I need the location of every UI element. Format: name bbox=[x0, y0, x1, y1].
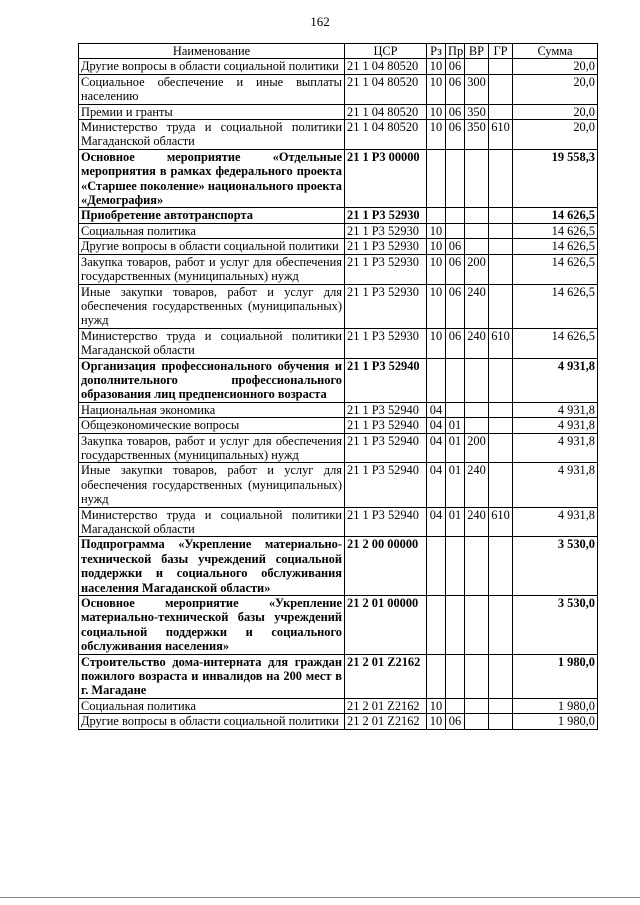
row-vr: 240 bbox=[465, 507, 489, 537]
row-sum: 20,0 bbox=[513, 104, 598, 119]
row-vr bbox=[465, 698, 489, 713]
row-rz: 10 bbox=[427, 59, 446, 74]
row-rz bbox=[427, 596, 446, 655]
table-row bbox=[79, 418, 598, 433]
row-csr: 21 1 P3 52930 bbox=[345, 328, 427, 358]
row-sum: 3 530,0 bbox=[513, 537, 598, 596]
table-row bbox=[79, 120, 598, 150]
row-sum: 4 931,8 bbox=[513, 418, 598, 433]
row-pr bbox=[446, 596, 465, 655]
row-csr: 21 1 04 80520 bbox=[345, 74, 427, 104]
row-csr: 21 1 04 80520 bbox=[345, 59, 427, 74]
table-row bbox=[79, 698, 598, 713]
table-row bbox=[79, 654, 598, 698]
row-gr bbox=[489, 463, 513, 507]
table-row bbox=[79, 208, 598, 223]
row-vr bbox=[465, 223, 489, 238]
row-vr: 240 bbox=[465, 328, 489, 358]
row-pr: 06 bbox=[446, 714, 465, 729]
row-gr bbox=[489, 698, 513, 713]
row-vr bbox=[465, 239, 489, 254]
header-pr: Пр bbox=[446, 44, 465, 59]
table-row bbox=[79, 358, 598, 402]
row-sum: 1 980,0 bbox=[513, 654, 598, 698]
row-sum: 20,0 bbox=[513, 120, 598, 150]
row-gr: 610 bbox=[489, 507, 513, 537]
table-row bbox=[79, 59, 598, 74]
row-pr: 06 bbox=[446, 74, 465, 104]
row-vr bbox=[465, 537, 489, 596]
row-vr bbox=[465, 402, 489, 417]
row-rz bbox=[427, 654, 446, 698]
row-csr: 21 1 P3 52940 bbox=[345, 433, 427, 463]
row-rz: 10 bbox=[427, 698, 446, 713]
row-name: Общеэкономические вопросы bbox=[79, 418, 345, 433]
row-gr: 610 bbox=[489, 328, 513, 358]
row-gr bbox=[489, 149, 513, 208]
row-gr bbox=[489, 59, 513, 74]
row-sum: 1 980,0 bbox=[513, 714, 598, 729]
row-gr bbox=[489, 433, 513, 463]
row-sum: 20,0 bbox=[513, 74, 598, 104]
table-row bbox=[79, 507, 598, 537]
row-name: Основное мероприятие «Отдельные мероприятия в рамках федерального проекта «Старшее поколение» национального проекта «Демография» bbox=[79, 149, 345, 208]
row-pr: 06 bbox=[446, 239, 465, 254]
row-rz: 10 bbox=[427, 74, 446, 104]
row-pr: 01 bbox=[446, 507, 465, 537]
row-rz: 10 bbox=[427, 254, 446, 284]
row-pr: 06 bbox=[446, 254, 465, 284]
row-gr: 610 bbox=[489, 120, 513, 150]
header-name: Наименование bbox=[79, 44, 345, 59]
row-csr: 21 2 01 Z2162 bbox=[345, 698, 427, 713]
row-vr: 300 bbox=[465, 74, 489, 104]
table-row bbox=[79, 223, 598, 238]
row-vr bbox=[465, 59, 489, 74]
row-name: Премии и гранты bbox=[79, 104, 345, 119]
row-sum: 4 931,8 bbox=[513, 358, 598, 402]
row-gr bbox=[489, 537, 513, 596]
row-name: Министерство труда и социальной политики Магаданской области bbox=[79, 328, 345, 358]
row-vr: 350 bbox=[465, 120, 489, 150]
row-sum: 14 626,5 bbox=[513, 223, 598, 238]
table-row bbox=[79, 463, 598, 507]
row-gr bbox=[489, 596, 513, 655]
row-vr: 350 bbox=[465, 104, 489, 119]
row-sum: 4 931,8 bbox=[513, 463, 598, 507]
row-csr: 21 2 01 00000 bbox=[345, 596, 427, 655]
row-gr bbox=[489, 284, 513, 328]
row-rz: 04 bbox=[427, 418, 446, 433]
row-csr: 21 1 P3 52930 bbox=[345, 223, 427, 238]
row-gr bbox=[489, 208, 513, 223]
row-name: Иные закупки товаров, работ и услуг для обеспечения государственных (муниципальных) нужд bbox=[79, 284, 345, 328]
table-row bbox=[79, 714, 598, 729]
row-rz bbox=[427, 149, 446, 208]
row-sum: 1 980,0 bbox=[513, 698, 598, 713]
row-pr: 06 bbox=[446, 59, 465, 74]
row-rz: 10 bbox=[427, 223, 446, 238]
table-row bbox=[79, 239, 598, 254]
row-sum: 14 626,5 bbox=[513, 239, 598, 254]
row-pr bbox=[446, 208, 465, 223]
row-name: Министерство труда и социальной политики Магаданской области bbox=[79, 507, 345, 537]
row-csr: 21 1 04 80520 bbox=[345, 120, 427, 150]
table-row bbox=[79, 328, 598, 358]
row-vr bbox=[465, 358, 489, 402]
row-name: Другие вопросы в области социальной политики bbox=[79, 239, 345, 254]
row-pr: 01 bbox=[446, 418, 465, 433]
header-csr: ЦСР bbox=[345, 44, 427, 59]
row-name: Социальное обеспечение и иные выплаты населению bbox=[79, 74, 345, 104]
row-rz: 10 bbox=[427, 328, 446, 358]
row-pr: 01 bbox=[446, 463, 465, 507]
row-pr: 06 bbox=[446, 328, 465, 358]
row-sum: 20,0 bbox=[513, 59, 598, 74]
page-bottom-edge bbox=[0, 897, 640, 898]
row-csr: 21 1 P3 52930 bbox=[345, 208, 427, 223]
row-gr bbox=[489, 223, 513, 238]
row-vr bbox=[465, 714, 489, 729]
row-vr: 200 bbox=[465, 433, 489, 463]
row-sum: 3 530,0 bbox=[513, 596, 598, 655]
row-name: Национальная экономика bbox=[79, 402, 345, 417]
row-vr: 240 bbox=[465, 284, 489, 328]
row-name: Закупка товаров, работ и услуг для обеспечения государственных (муниципальных) нужд bbox=[79, 254, 345, 284]
row-name: Другие вопросы в области социальной политики bbox=[79, 714, 345, 729]
row-pr: 06 bbox=[446, 284, 465, 328]
header-gr: ГР bbox=[489, 44, 513, 59]
row-sum: 14 626,5 bbox=[513, 208, 598, 223]
row-csr: 21 1 P3 52930 bbox=[345, 239, 427, 254]
row-name: Подпрограмма «Укрепление материально-технической базы учреждений социальной поддержки и социального обслуживания населения Магаданской области» bbox=[79, 537, 345, 596]
row-name: Социальная политика bbox=[79, 698, 345, 713]
table-row bbox=[79, 284, 598, 328]
row-pr: 06 bbox=[446, 120, 465, 150]
row-gr bbox=[489, 358, 513, 402]
row-vr: 240 bbox=[465, 463, 489, 507]
row-pr bbox=[446, 654, 465, 698]
row-gr bbox=[489, 254, 513, 284]
row-rz: 10 bbox=[427, 120, 446, 150]
header-vr: ВР bbox=[465, 44, 489, 59]
row-name: Приобретение автотранспорта bbox=[79, 208, 345, 223]
row-vr: 200 bbox=[465, 254, 489, 284]
row-pr bbox=[446, 537, 465, 596]
row-sum: 14 626,5 bbox=[513, 254, 598, 284]
row-name: Закупка товаров, работ и услуг для обеспечения государственных (муниципальных) нужд bbox=[79, 433, 345, 463]
row-vr bbox=[465, 596, 489, 655]
row-gr bbox=[489, 714, 513, 729]
row-csr: 21 1 P3 52940 bbox=[345, 358, 427, 402]
row-vr bbox=[465, 418, 489, 433]
row-vr bbox=[465, 654, 489, 698]
table-row bbox=[79, 74, 598, 104]
row-sum: 19 558,3 bbox=[513, 149, 598, 208]
row-csr: 21 1 P3 52940 bbox=[345, 507, 427, 537]
row-pr bbox=[446, 358, 465, 402]
row-sum: 4 931,8 bbox=[513, 402, 598, 417]
row-gr bbox=[489, 418, 513, 433]
row-csr: 21 1 04 80520 bbox=[345, 104, 427, 119]
row-csr: 21 2 01 Z2162 bbox=[345, 654, 427, 698]
row-rz: 04 bbox=[427, 463, 446, 507]
row-rz: 10 bbox=[427, 714, 446, 729]
table-row bbox=[79, 254, 598, 284]
table-row bbox=[79, 433, 598, 463]
header-sum: Сумма bbox=[513, 44, 598, 59]
row-gr bbox=[489, 104, 513, 119]
row-sum: 4 931,8 bbox=[513, 433, 598, 463]
row-rz: 04 bbox=[427, 433, 446, 463]
row-csr: 21 1 P3 52930 bbox=[345, 254, 427, 284]
row-name: Строительство дома-интерната для граждан пожилого возраста и инвалидов на 200 мест в г. Магадане bbox=[79, 654, 345, 698]
row-csr: 21 1 P3 52930 bbox=[345, 284, 427, 328]
row-name: Иные закупки товаров, работ и услуг для обеспечения государственных (муниципальных) нужд bbox=[79, 463, 345, 507]
table-body bbox=[79, 59, 598, 729]
row-gr bbox=[489, 402, 513, 417]
row-vr bbox=[465, 149, 489, 208]
row-csr: 21 2 00 00000 bbox=[345, 537, 427, 596]
row-name: Социальная политика bbox=[79, 223, 345, 238]
table-header-row bbox=[79, 44, 598, 59]
row-pr: 01 bbox=[446, 433, 465, 463]
row-name: Организация профессионального обучения и дополнительного профессионального образования лиц предпенсионного возраста bbox=[79, 358, 345, 402]
header-rz: Рз bbox=[427, 44, 446, 59]
row-gr bbox=[489, 239, 513, 254]
row-name: Основное мероприятие «Укрепление материально-технической базы учреждений социальной поддержки и социального обслуживания населения» bbox=[79, 596, 345, 655]
row-csr: 21 2 01 Z2162 bbox=[345, 714, 427, 729]
table-row bbox=[79, 402, 598, 417]
row-vr bbox=[465, 208, 489, 223]
row-pr bbox=[446, 402, 465, 417]
row-name: Министерство труда и социальной политики Магаданской области bbox=[79, 120, 345, 150]
row-rz: 04 bbox=[427, 507, 446, 537]
row-rz: 10 bbox=[427, 239, 446, 254]
row-pr bbox=[446, 149, 465, 208]
row-csr: 21 1 P3 52940 bbox=[345, 463, 427, 507]
table-row bbox=[79, 537, 598, 596]
row-pr: 06 bbox=[446, 104, 465, 119]
table-row bbox=[79, 104, 598, 119]
row-gr bbox=[489, 74, 513, 104]
table-row bbox=[79, 149, 598, 208]
row-csr: 21 1 P3 00000 bbox=[345, 149, 427, 208]
row-sum: 14 626,5 bbox=[513, 328, 598, 358]
row-csr: 21 1 P3 52940 bbox=[345, 418, 427, 433]
budget-table bbox=[78, 43, 598, 730]
row-rz bbox=[427, 537, 446, 596]
row-sum: 4 931,8 bbox=[513, 507, 598, 537]
row-name: Другие вопросы в области социальной политики bbox=[79, 59, 345, 74]
page-number: 162 bbox=[310, 14, 330, 29]
row-rz bbox=[427, 358, 446, 402]
row-rz bbox=[427, 208, 446, 223]
row-pr bbox=[446, 698, 465, 713]
row-rz: 10 bbox=[427, 104, 446, 119]
row-csr: 21 1 P3 52940 bbox=[345, 402, 427, 417]
row-sum: 14 626,5 bbox=[513, 284, 598, 328]
row-gr bbox=[489, 654, 513, 698]
row-rz: 04 bbox=[427, 402, 446, 417]
row-pr bbox=[446, 223, 465, 238]
table-row bbox=[79, 596, 598, 655]
row-rz: 10 bbox=[427, 284, 446, 328]
